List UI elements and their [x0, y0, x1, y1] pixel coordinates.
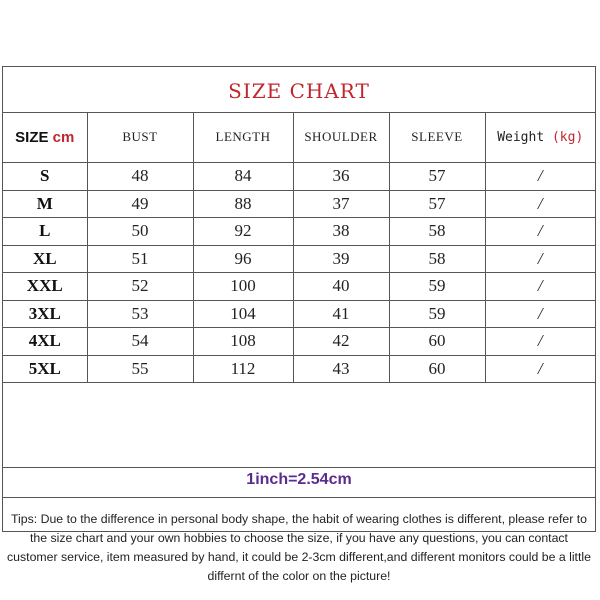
header-shoulder: SHOULDER	[293, 112, 389, 163]
bust-cell: 49	[87, 190, 193, 218]
table-row	[3, 328, 595, 356]
tips-box	[3, 497, 595, 598]
shoulder-cell: 36	[293, 163, 389, 191]
weight-cell: /	[485, 273, 595, 301]
shoulder-cell: 37	[293, 190, 389, 218]
bust-cell: 53	[87, 300, 193, 328]
size-cell: S	[3, 163, 87, 191]
inch-conversion: 1inch=2.54cm	[246, 471, 352, 488]
length-cell: 108	[193, 328, 293, 356]
weight-cell: /	[485, 218, 595, 246]
bust-cell: 51	[87, 245, 193, 273]
header-length: LENGTH	[193, 112, 293, 163]
weight-cell: /	[485, 300, 595, 328]
length-cell: 104	[193, 300, 293, 328]
sleeve-cell: 60	[389, 328, 485, 356]
sleeve-cell: 57	[389, 190, 485, 218]
weight-unit: (kg)	[551, 129, 584, 145]
bust-cell: 50	[87, 218, 193, 246]
table-header-row	[3, 112, 595, 163]
conversion-row	[3, 467, 595, 492]
table-row	[3, 163, 595, 191]
weight-cell: /	[485, 328, 595, 356]
length-cell: 112	[193, 355, 293, 383]
size-cell: 4XL	[3, 328, 87, 356]
weight-cell: /	[485, 355, 595, 383]
table-row	[3, 355, 595, 383]
size-cell: M	[3, 190, 87, 218]
weight-cell: /	[485, 190, 595, 218]
bust-cell: 48	[87, 163, 193, 191]
length-cell: 92	[193, 218, 293, 246]
shoulder-cell: 41	[293, 300, 389, 328]
length-cell: 100	[193, 273, 293, 301]
sleeve-cell: 60	[389, 355, 485, 383]
table-row	[3, 300, 595, 328]
shoulder-cell: 43	[293, 355, 389, 383]
size-cell: L	[3, 218, 87, 246]
header-weight: Weight (kg)	[485, 112, 595, 163]
shoulder-cell: 38	[293, 218, 389, 246]
shoulder-cell: 40	[293, 273, 389, 301]
length-cell: 96	[193, 245, 293, 273]
table-row	[3, 190, 595, 218]
chart-title: SIZE CHART	[228, 78, 370, 103]
size-cell: XL	[3, 245, 87, 273]
length-cell: 88	[193, 190, 293, 218]
shoulder-cell: 39	[293, 245, 389, 273]
shoulder-cell: 42	[293, 328, 389, 356]
size-table	[3, 112, 595, 383]
sleeve-cell: 58	[389, 245, 485, 273]
size-unit: cm	[52, 128, 75, 146]
weight-cell: /	[485, 245, 595, 273]
title-row	[3, 67, 595, 113]
tips-text: Tips: Due to the difference in personal body shape, the habit of wearing clothes is different, please refer to the size chart and your own hobbies to choose the size, if you have any questions, you can contact customer service, item measured by hand, it could be 2-3cm different,and different monitors could be a little differnt of the color on the picture!	[7, 512, 591, 583]
bust-cell: 55	[87, 355, 193, 383]
bust-cell: 54	[87, 328, 193, 356]
header-sleeve: SLEEVE	[389, 112, 485, 163]
sleeve-cell: 57	[389, 163, 485, 191]
bust-cell: 52	[87, 273, 193, 301]
sleeve-cell: 59	[389, 273, 485, 301]
weight-cell: /	[485, 163, 595, 191]
size-cell: 5XL	[3, 355, 87, 383]
table-row	[3, 245, 595, 273]
header-bust: BUST	[87, 112, 193, 163]
sleeve-cell: 58	[389, 218, 485, 246]
length-cell: 84	[193, 163, 293, 191]
table-row	[3, 273, 595, 301]
header-size: SIZE cm	[3, 112, 87, 163]
sleeve-cell: 59	[389, 300, 485, 328]
size-cell: XXL	[3, 273, 87, 301]
table-row	[3, 218, 595, 246]
size-cell: 3XL	[3, 300, 87, 328]
size-chart-frame	[2, 66, 596, 583]
